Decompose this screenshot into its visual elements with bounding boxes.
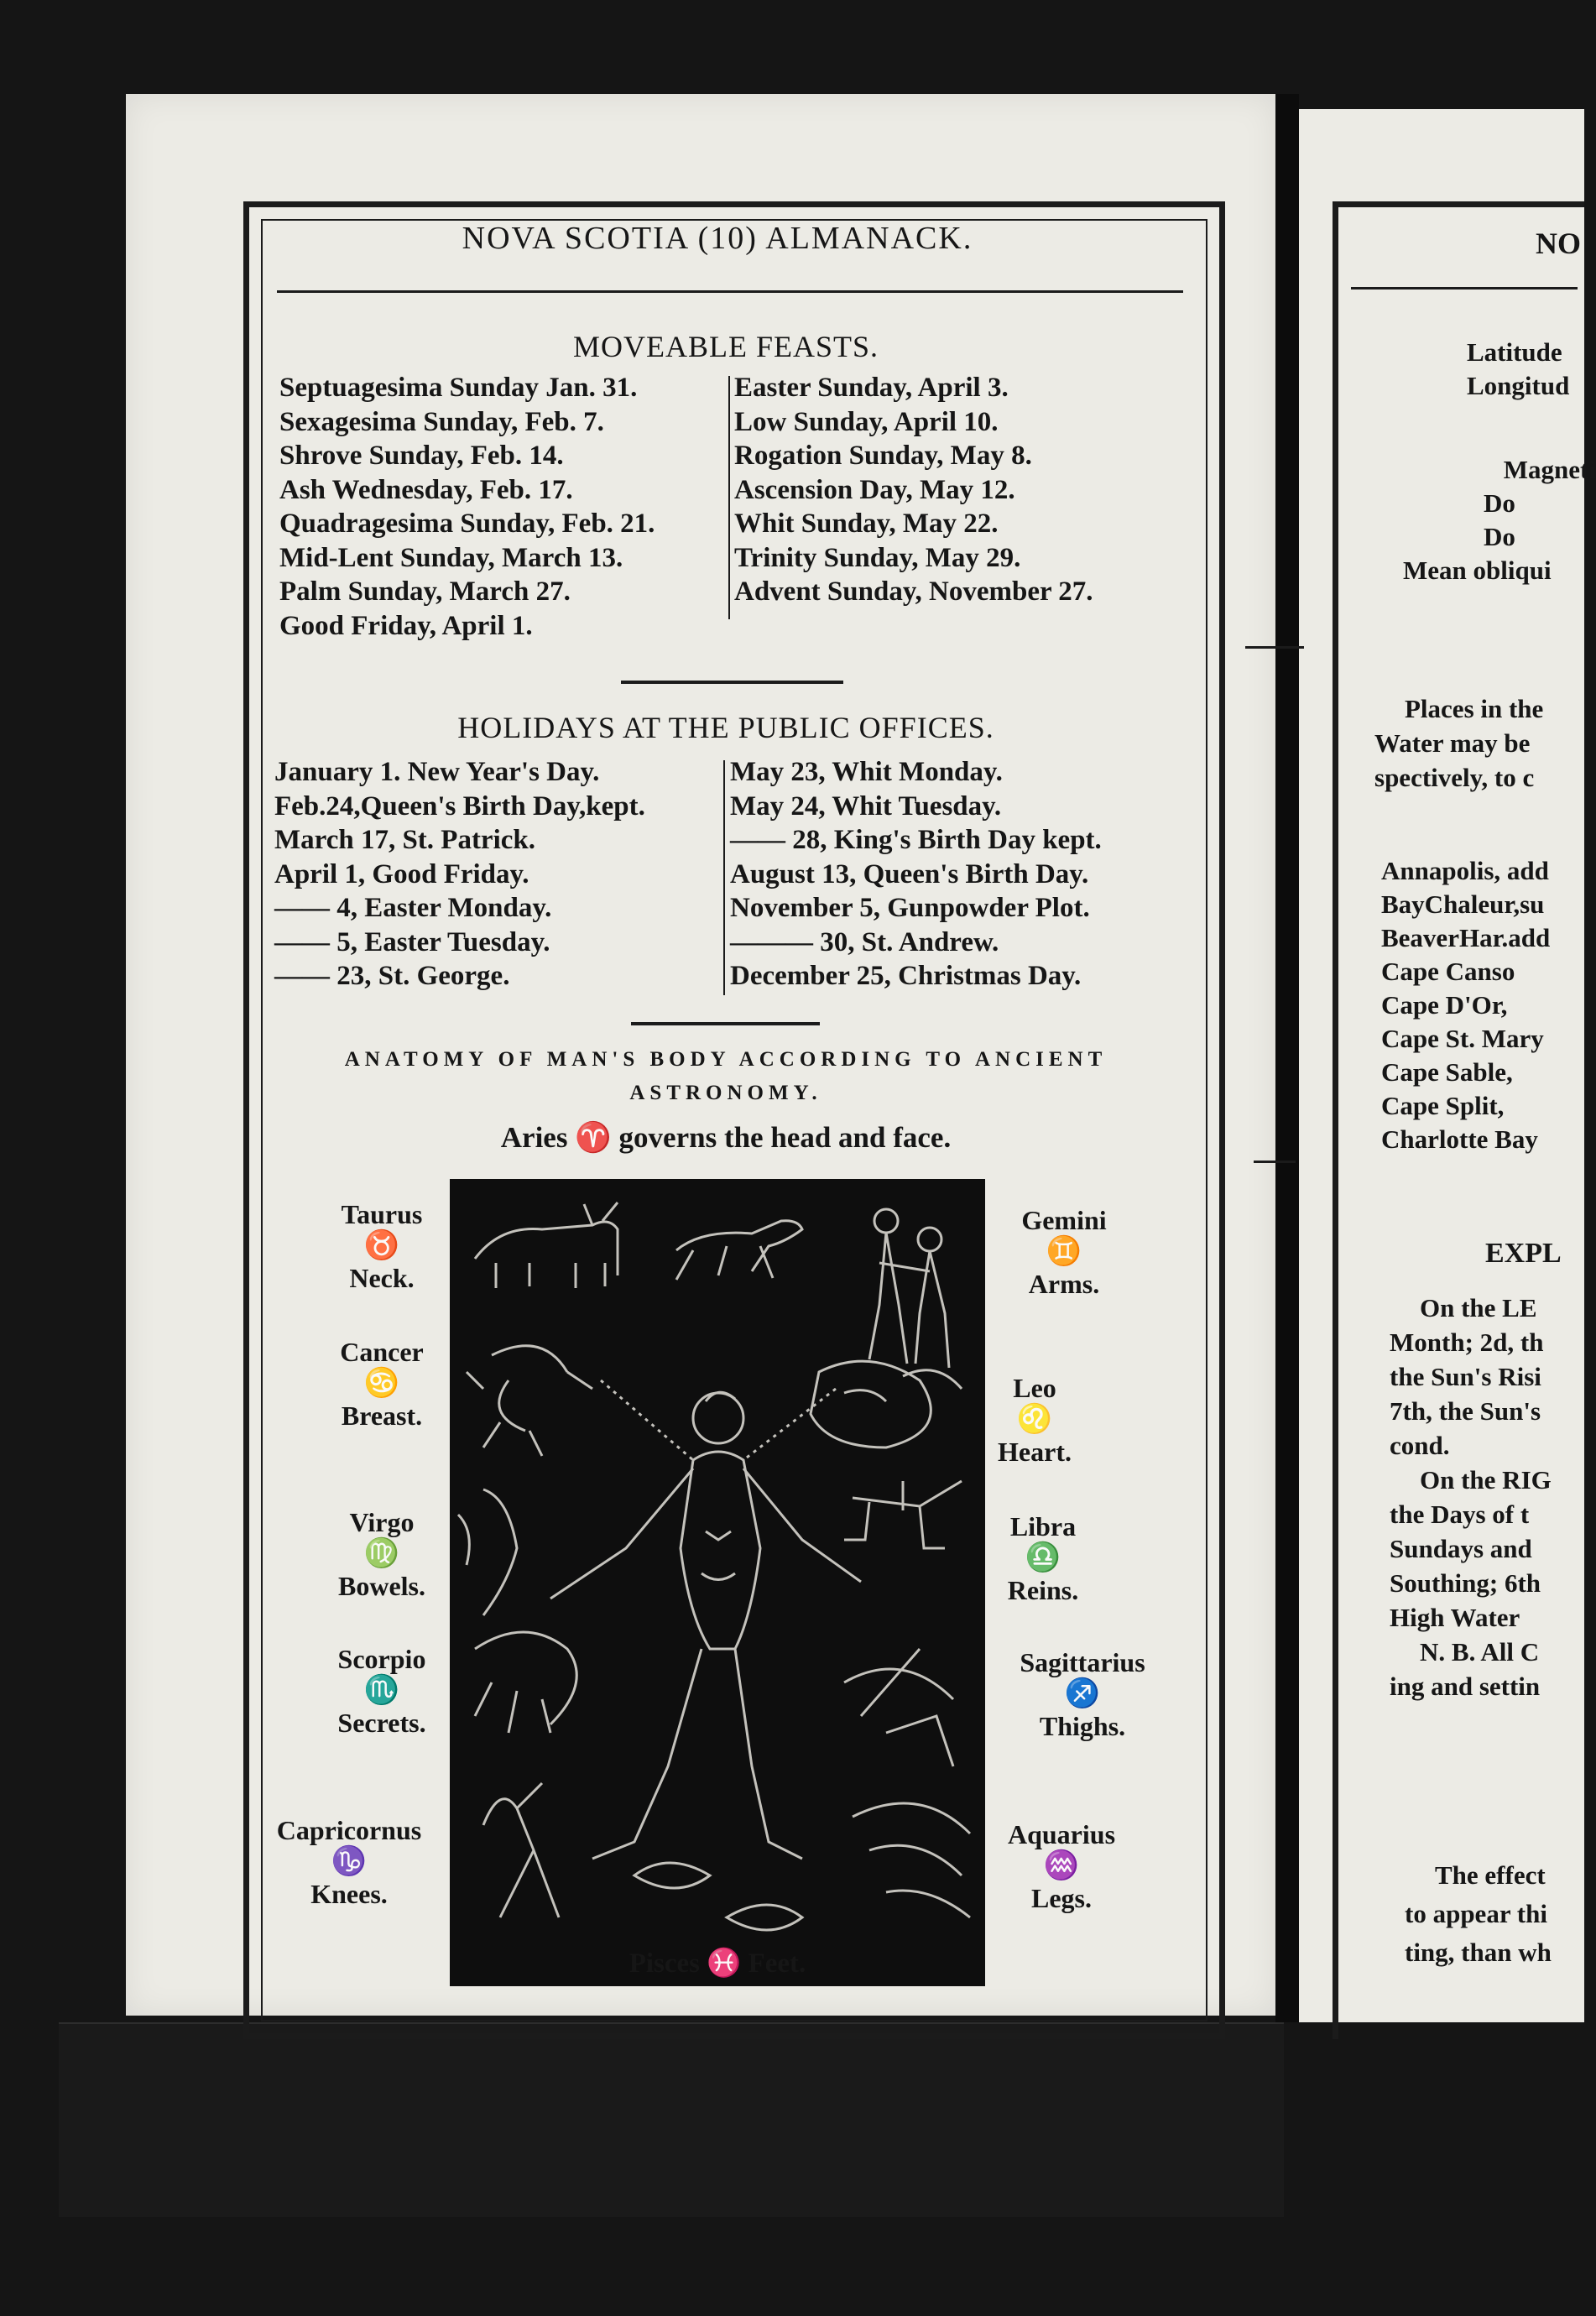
feast-line: Mid-Lent Sunday, March 13. [279,542,623,573]
facing-page-lines-d [1381,854,1550,1156]
facing-line: ting, than wh [1405,1938,1552,1967]
scorpio-symbol-icon: ♏ [363,1675,400,1706]
feast-line: Trinity Sunday, May 29. [734,542,1021,573]
holiday-line: Feb.24,Queen's Birth Day,kept. [274,790,645,822]
facing-line: Cape St. Mary [1381,1024,1544,1053]
facing-line: 7th, the Sun's [1390,1396,1541,1426]
book-spine [1275,94,1299,2024]
facing-line: spectively, to c [1374,763,1535,792]
facing-line: the Sun's Risi [1390,1362,1541,1391]
zodiac-body-part: Legs. [1031,1883,1092,1913]
facing-page-explanation-heading: EXPL [1485,1238,1562,1269]
moveable-feasts-left-column [279,371,655,643]
facing-line: BayChaleur,su [1381,889,1545,919]
facing-line: Latitude [1467,337,1562,367]
anatomy-title-line: ANATOMY OF MAN'S BODY ACCORDING TO ANCIENT [344,1048,1108,1071]
facing-line: Sundays and [1390,1534,1532,1563]
zodiac-sign-name: Capricornus [276,1815,422,1845]
feast-line: Palm Sunday, March 27. [279,576,571,607]
gemini-symbol-icon: ♊ [1046,1236,1082,1267]
holiday-line: ——— 30, St. Andrew. [730,926,999,957]
zodiac-body-part: Secrets. [337,1708,426,1738]
facing-page-header: NO [1536,227,1581,260]
leo-symbol-icon: ♌ [1016,1404,1053,1435]
margin-tick [1254,1161,1296,1163]
feast-line: Whit Sunday, May 22. [734,509,999,539]
facing-line: The effect [1435,1860,1546,1890]
section-separator [621,681,843,684]
facing-line: N. B. All C [1420,1637,1540,1667]
facing-header-rule [1351,287,1578,290]
facing-line: Magneti [1503,455,1596,484]
facing-line: Longitud [1467,371,1570,400]
zodiac-label-aquarius [994,1818,1129,1914]
feast-line: Easter Sunday, April 3. [734,373,1009,403]
feast-line: Sexagesima Sunday, Feb. 7. [279,406,604,437]
facing-line: Annapolis, add [1381,856,1549,885]
facing-line: Places in the [1405,694,1544,723]
zodiac-body-part: Neck. [349,1263,415,1293]
anatomy-title-line: ASTRONOMY. [629,1082,822,1104]
facing-line: the Days of t [1390,1500,1530,1529]
facing-line: Cape D'Or, [1381,990,1508,1020]
zodiac-sign-name: Taurus [341,1199,423,1229]
facing-line: Southing; 6th [1390,1568,1541,1598]
facing-line: Do [1484,488,1515,518]
feast-line: Shrove Sunday, Feb. 14. [279,441,564,471]
facing-line: Cape Split, [1381,1091,1505,1120]
holiday-line: August 13, Queen's Birth Day. [730,858,1089,889]
zodiac-label-gemini [988,1204,1140,1300]
holiday-line: —— 28, King's Birth Day kept. [730,825,1102,855]
aquarius-symbol-icon: ♒ [1043,1850,1080,1881]
capricornus-symbol-icon: ♑ [331,1846,368,1877]
facing-line: On the LE [1420,1293,1537,1322]
holiday-line: May 23, Whit Monday. [730,757,1003,787]
pisces-line: Pisces ♓ Feet. [628,1948,806,1979]
zodiac-label-taurus [315,1198,449,1294]
holidays-left-column [274,755,645,994]
section-separator [631,1022,820,1025]
zodiac-label-libra [988,1510,1098,1606]
feast-line: Advent Sunday, November 27. [734,576,1093,607]
facing-line: Water may be [1374,728,1531,758]
facing-line: High Water [1390,1603,1520,1632]
feast-line: Ash Wednesday, Feb. 17. [279,474,573,505]
holidays-heading: HOLIDAYS AT THE PUBLIC OFFICES. [457,711,994,744]
zodiac-label-leo [988,1372,1081,1468]
facing-page-lines-c [1374,691,1543,795]
feast-line: Septuagesima Sunday Jan. 31. [279,373,638,403]
holiday-line: —— 23, St. George. [274,961,510,991]
holidays-right-column [730,755,1102,994]
facing-page-lines-a [1467,336,1569,403]
zodiac-man-woodcut [450,1179,985,1986]
facing-line: to appear thi [1405,1899,1547,1928]
facing-line: Month; 2d, th [1390,1328,1544,1357]
facing-line: Cape Sable, [1381,1057,1513,1087]
taurus-symbol-icon: ♉ [363,1230,400,1261]
zodiac-label-cancer [315,1336,449,1432]
zodiac-body-part: Reins. [1007,1575,1079,1605]
zodiac-sign-name: Scorpio [337,1644,426,1674]
woodcut-illustration [450,1179,985,1986]
book-bottom-edge [0,2022,1578,2316]
zodiac-label-sagittarius [999,1646,1166,1742]
holiday-line: —— 4, Easter Monday. [274,893,552,923]
page-block-edge [59,2022,1284,2217]
holiday-line: May 24, Whit Tuesday. [730,790,1002,822]
zodiac-body-part: Breast. [341,1401,423,1431]
virgo-symbol-icon: ♍ [363,1538,400,1569]
facing-page-lines-e [1390,1291,1552,1703]
holiday-line: November 5, Gunpowder Plot. [730,893,1090,923]
feast-line: Good Friday, April 1. [279,610,533,641]
holiday-line: December 25, Christmas Day. [730,961,1082,991]
almanack-header: NOVA SCOTIA (10) ALMANACK. [462,221,973,256]
libra-symbol-icon: ♎ [1025,1542,1061,1573]
zodiac-sign-name: Aquarius [1007,1819,1116,1849]
feast-line: Low Sunday, April 10. [734,406,999,437]
zodiac-sign-name: Cancer [340,1337,424,1367]
zodiac-body-part: Thighs. [1039,1711,1126,1741]
anatomy-title [277,1043,1175,1110]
feasts-column-divider [728,376,730,619]
zodiac-sign-name: Virgo [349,1507,415,1537]
facing-line: Mean obliqui [1403,556,1552,585]
facing-page-lines-b [1403,453,1596,587]
facing-line: BeaverHar.add [1381,923,1551,952]
facing-line: Cape Canso [1381,957,1515,986]
feast-line: Quadragesima Sunday, Feb. 21. [279,509,655,539]
zodiac-label-virgo [315,1506,449,1602]
facing-line: Charlotte Bay [1381,1124,1538,1154]
zodiac-sign-name: Leo [1013,1373,1056,1403]
holiday-line: —— 5, Easter Tuesday. [274,926,550,957]
feast-line: Rogation Sunday, May 8. [734,441,1032,471]
header-rule [277,290,1183,293]
margin-tick [1245,646,1304,649]
sagittarius-symbol-icon: ♐ [1064,1678,1101,1709]
zodiac-label-scorpio [315,1643,449,1739]
feast-line: Ascension Day, May 12. [734,474,1015,505]
facing-line: On the RIG [1420,1465,1552,1494]
moveable-feasts-heading: MOVEABLE FEASTS. [572,330,879,363]
cancer-symbol-icon: ♋ [363,1368,400,1399]
zodiac-body-part: Bowels. [338,1571,425,1601]
facing-page-lines-f [1405,1856,1552,1972]
moveable-feasts-right-column [734,371,1093,609]
holiday-line: January 1. New Year's Day. [274,757,600,787]
aries-line: Aries ♈ governs the head and face. [500,1121,952,1154]
zodiac-sign-name: Libra [1009,1511,1077,1541]
zodiac-body-part: Knees. [310,1879,388,1909]
zodiac-sign-name: Sagittarius [1020,1647,1145,1677]
facing-line: ing and settin [1390,1672,1541,1701]
zodiac-sign-name: Gemini [1021,1205,1107,1235]
zodiac-label-capricornus [252,1814,446,1910]
facing-line: cond. [1390,1431,1450,1460]
zodiac-body-part: Heart. [998,1437,1072,1467]
facing-line: Do [1484,522,1515,551]
holiday-line: March 17, St. Patrick. [274,825,536,855]
holidays-column-divider [723,760,725,995]
zodiac-body-part: Arms. [1028,1269,1100,1299]
holiday-line: April 1, Good Friday. [274,858,529,889]
